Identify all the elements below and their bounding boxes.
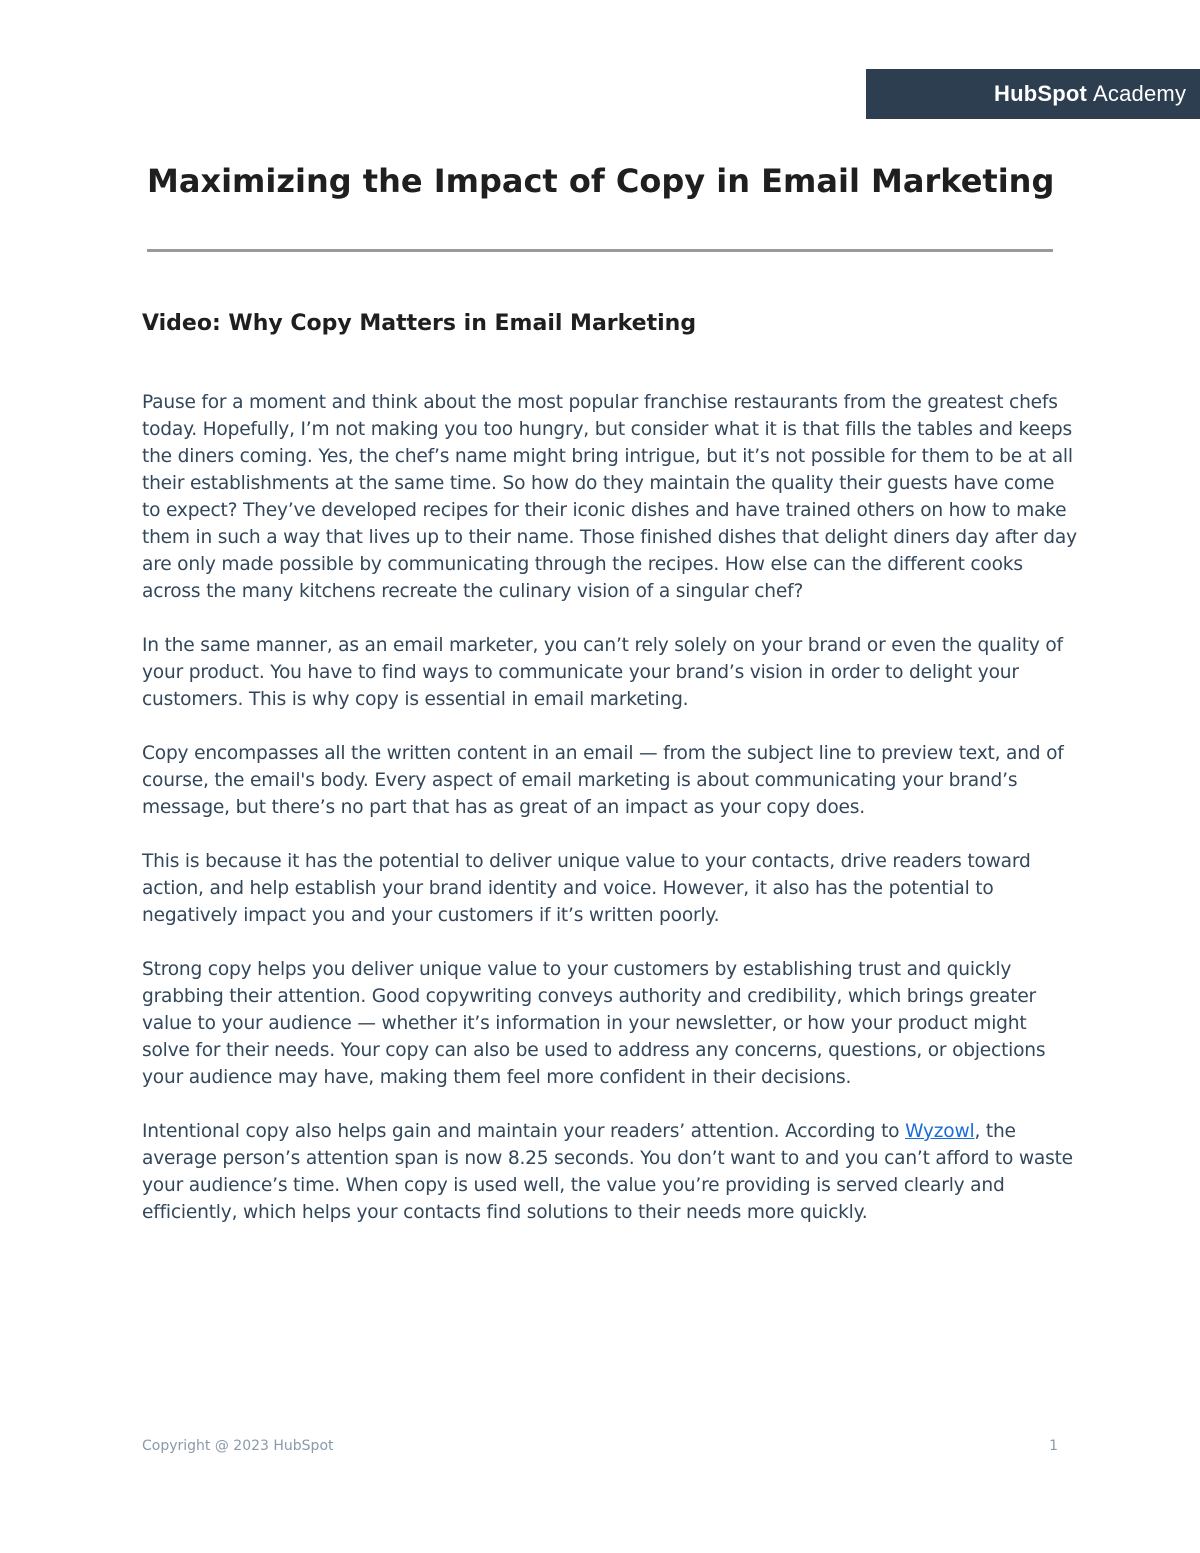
paragraph-5: Strong copy helps you deliver unique value to your customers by establishing trust and quickly grabbing their attention. Good copywriting conveys authority and credibility, which brings greater value to your audience — whether it’s information in your newsletter, or how your product might solve for their needs. Your copy can also be used to address any concerns, questions, or objections your audience may have, making them feel more confident in their decisions.: [142, 959, 1046, 1088]
section-heading: Video: Why Copy Matters in Email Marketing: [142, 311, 697, 336]
paragraph-6-after-link: , the average person’s attention span is now 8.25 seconds. You don’t want to and you can’t afford to waste your audience’s time. When copy is used well, the value you’re providing is served clearly and efficiently, which helps your contacts find solutions to their needs more quickly.: [142, 1121, 1073, 1223]
title-divider: [147, 249, 1053, 252]
wyzowl-link[interactable]: Wyzowl: [905, 1121, 975, 1142]
paragraph-4: This is because it has the potential to deliver unique value to your contacts, drive readers toward action, and help establish your brand identity and voice. However, it also has the potential to negatively impact you and your customers if it’s written poorly.: [142, 851, 1031, 926]
logo-brand-suffix: Academy: [1093, 81, 1187, 106]
document-title: Maximizing the Impact of Copy in Email Marketing: [147, 162, 1055, 200]
paragraph-6: [142, 1118, 1077, 1226]
page-number: 1: [1049, 1438, 1058, 1454]
paragraph-2: In the same manner, as an email marketer, you can’t rely solely on your brand or even the quality of your product. You have to find ways to communicate your brand’s vision in order to delight your customers. This is why copy is essential in email marketing.: [142, 635, 1063, 710]
footer-copyright: Copyright @ 2023 HubSpot: [142, 1438, 334, 1454]
document-body: [142, 389, 1077, 1253]
hubspot-academy-logo: [866, 69, 1200, 119]
paragraph-6-before-link: Intentional copy also helps gain and maintain your readers’ attention. According to: [142, 1121, 906, 1142]
paragraph-3: Copy encompasses all the written content in an email — from the subject line to preview text, and of course, the email's body. Every aspect of email marketing is about communicating your brand’s message, but there’s no part that has as great of an impact as your copy does.: [142, 743, 1064, 818]
paragraph-1: Pause for a moment and think about the most popular franchise restaurants from the greatest chefs today. Hopefully, I’m not making you too hungry, but consider what it is that fills the tables and keeps the diners coming. Yes, the chef’s name might bring intrigue, but it’s not possible for them to be at all their establishments at the same time. So how do they maintain the quality their guests have come to expect? They’ve developed recipes for their iconic dishes and have trained others on how to make them in such a way that lives up to their name. Those finished dishes that delight diners day after day are only made possible by communicating through the recipes. How else can the different cooks across the many kitchens recreate the culinary vision of a singular chef?: [142, 392, 1077, 602]
logo-brand-name: HubSpot: [994, 81, 1088, 106]
